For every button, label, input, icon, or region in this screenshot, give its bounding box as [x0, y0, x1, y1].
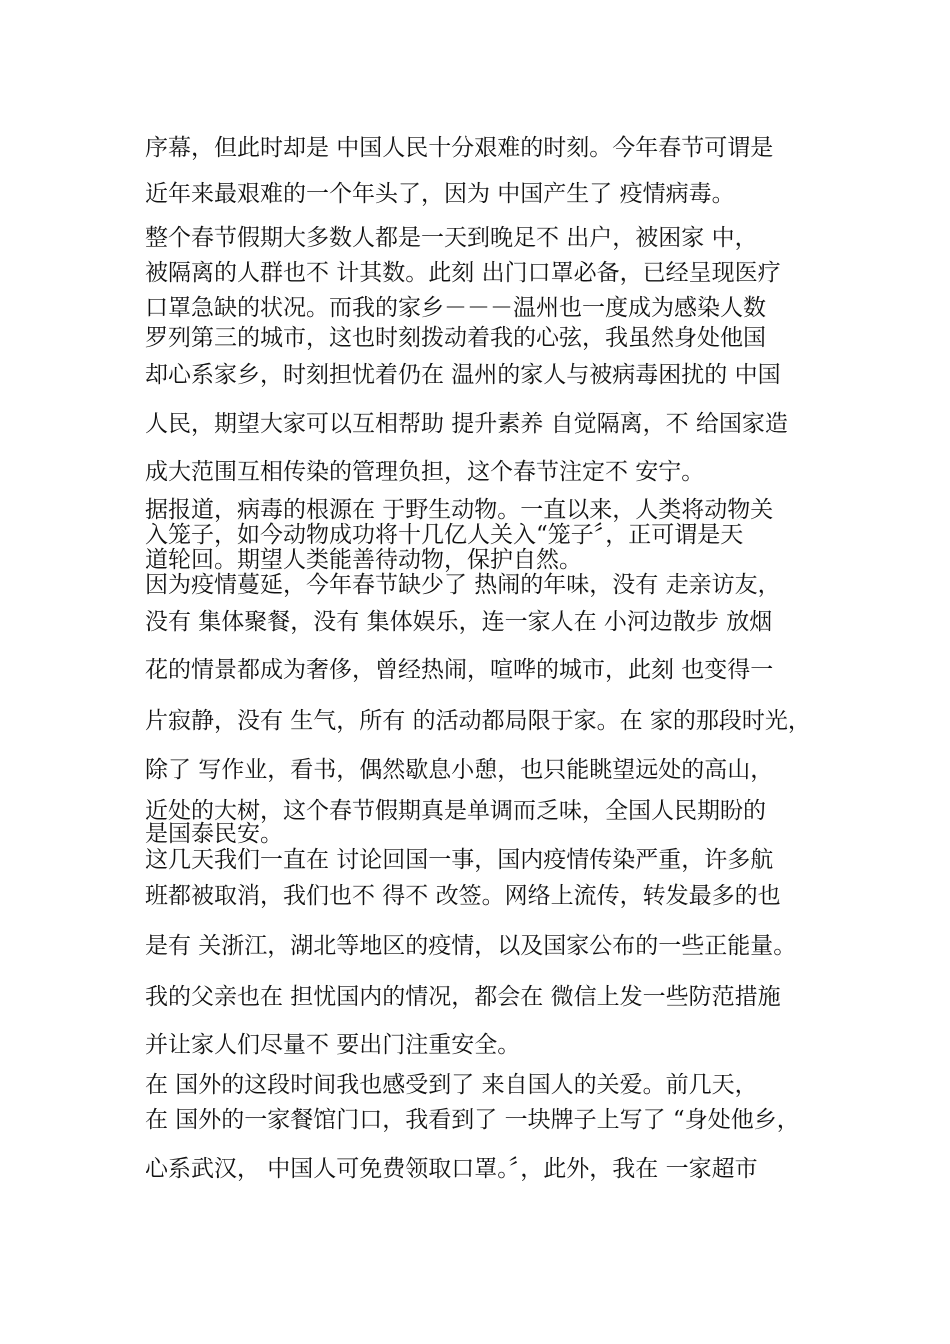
- text-line: 成大范围互相传染的管理负担，这个春节注定不 安宁。: [145, 459, 705, 485]
- text-line: 是有 关浙江，湖北等地区的疫情，以及国家公布的一些正能量。: [145, 933, 797, 959]
- text-line: 近年来最艰难的一个年头了，因为 中国产生了 疫情病毒。: [145, 181, 735, 207]
- text-line: 心系武汉， 中国人可免费领取口罩。〞，此外，我在 一家超市: [145, 1156, 758, 1182]
- text-line: 花的情景都成为奢侈，曾经热闹，喧哗的城市，此刻 也变得一: [145, 657, 774, 683]
- text-line: 口罩急缺的状况。而我的家乡－－－温州也一度成为感染人数: [145, 295, 766, 321]
- text-line: 近处的大树，这个春节假期真是单调而乏味，全国人民期盼的: [145, 798, 766, 824]
- text-line: 是国泰民安。: [145, 821, 283, 847]
- text-line: 片寂静，没有 生气，所有 的活动都局限于家。在 家的那段时光，: [145, 708, 811, 734]
- text-line: 序幕，但此时却是 中国人民十分艰难的时刻。今年春节可谓是: [145, 135, 774, 161]
- text-line: 班都被取消，我们也不 得不 改签。网络上流传，转发最多的也: [145, 883, 781, 909]
- text-line: 被隔离的人群也不 计其数。此刻 出门口罩必备，已经呈现医疗: [145, 260, 781, 286]
- text-line: 人民，期望大家可以互相帮助 提升素养 自觉隔离，不 给国家造: [145, 411, 788, 437]
- text-line: 罗列第三的城市，这也时刻拨动着我的心弦，我虽然身处他国: [145, 325, 766, 351]
- text-line: 却心系家乡，时刻担忧着仍在 温州的家人与被病毒困扰的 中国: [145, 362, 781, 388]
- text-line: 在 国外的这段时间我也感受到了 来自国人的关爱。前几天，: [145, 1072, 758, 1098]
- text-line: 除了 写作业，看书，偶然歇息小憩，也只能眺望远处的高山，: [145, 757, 774, 783]
- text-line: 入笼子，如今动物成功将十几亿人关入“笼子〞，正可谓是天: [145, 522, 744, 548]
- text-line: 据报道，病毒的根源在 于野生动物。一直以来，人类将动物关: [145, 497, 774, 523]
- text-line: 道轮回。期望人类能善待动物，保护自然。: [145, 547, 582, 573]
- text-line: 在 国外的一家餐馆门口，我看到了 一块牌子上写了 “身处他乡，: [145, 1107, 800, 1133]
- text-line: 并让家人们尽量不 要出门注重安全。: [145, 1032, 521, 1058]
- text-line: 没有 集体聚餐，没有 集体娱乐，连一家人在 小河边散步 放烟: [145, 609, 773, 635]
- text-line: 我的父亲也在 担忧国内的情况，都会在 微信上发一些防范措施: [145, 984, 781, 1010]
- text-line: 因为疫情蔓延，今年春节缺少了 热闹的年味，没有 走亲访友，: [145, 572, 781, 598]
- text-line: 整个春节假期大多数人都是一天到晚足不 出户，被困家 中，: [145, 225, 758, 251]
- text-line: 这几天我们一直在 讨论回国一事，国内疫情传染严重，许多航: [145, 847, 774, 873]
